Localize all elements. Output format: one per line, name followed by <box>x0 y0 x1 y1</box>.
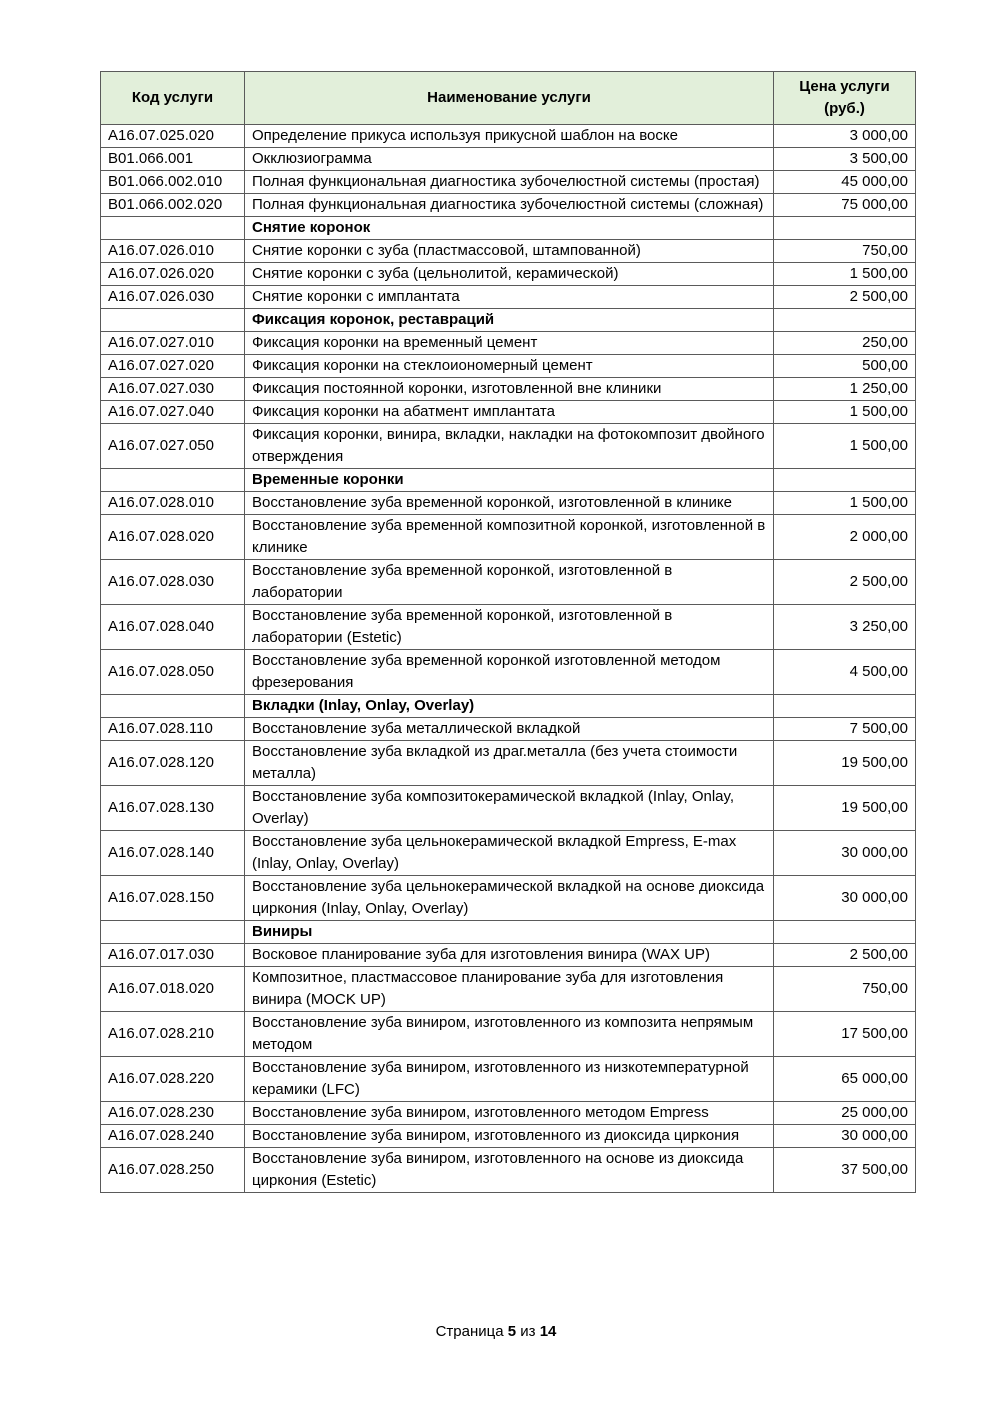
section-row <box>101 921 916 944</box>
service-name: Восстановление зуба временной коронкой, изготовленной в клинике <box>245 492 774 515</box>
table-row <box>101 1125 916 1148</box>
table-row <box>101 876 916 921</box>
service-price <box>774 469 916 492</box>
service-code: A16.07.028.020 <box>101 515 245 560</box>
service-price: 3 500,00 <box>774 148 916 171</box>
service-price: 75 000,00 <box>774 194 916 217</box>
service-price <box>774 921 916 944</box>
table-row <box>101 741 916 786</box>
service-price: 65 000,00 <box>774 1057 916 1102</box>
service-name: Восстановление зуба временной коронкой изготовленной методом фрезерования <box>245 650 774 695</box>
service-price: 3 250,00 <box>774 605 916 650</box>
service-name: Восстановление зуба вкладкой из драг.металла (без учета стоимости металла) <box>245 741 774 786</box>
table-row <box>101 1012 916 1057</box>
header-name: Наименование услуги <box>245 72 774 125</box>
service-price: 750,00 <box>774 240 916 263</box>
service-code: A16.07.026.010 <box>101 240 245 263</box>
service-code: A16.07.028.110 <box>101 718 245 741</box>
service-price: 4 500,00 <box>774 650 916 695</box>
table-row <box>101 424 916 469</box>
service-code: A16.07.017.030 <box>101 944 245 967</box>
header-price: Цена услуги (руб.) <box>774 72 916 125</box>
service-name: Восстановление зуба виниром, изготовленного из композита непрямым методом <box>245 1012 774 1057</box>
service-price: 3 000,00 <box>774 125 916 148</box>
service-price: 30 000,00 <box>774 1125 916 1148</box>
service-name: Временные коронки <box>245 469 774 492</box>
service-price: 1 500,00 <box>774 424 916 469</box>
service-code: A16.07.027.050 <box>101 424 245 469</box>
table-row <box>101 332 916 355</box>
service-code <box>101 695 245 718</box>
table-row <box>101 286 916 309</box>
service-code: B01.066.001 <box>101 148 245 171</box>
header-code: Код услуги <box>101 72 245 125</box>
service-price: 2 500,00 <box>774 944 916 967</box>
service-name: Фиксация коронок, реставраций <box>245 309 774 332</box>
service-price: 45 000,00 <box>774 171 916 194</box>
service-name: Фиксация коронки на временный цемент <box>245 332 774 355</box>
service-price: 750,00 <box>774 967 916 1012</box>
footer-middle: из <box>520 1323 536 1340</box>
service-code: A16.07.028.030 <box>101 560 245 605</box>
service-price: 500,00 <box>774 355 916 378</box>
service-code: A16.07.028.230 <box>101 1102 245 1125</box>
service-code: A16.07.028.240 <box>101 1125 245 1148</box>
service-price: 1 500,00 <box>774 492 916 515</box>
service-code <box>101 217 245 240</box>
section-row <box>101 217 916 240</box>
table-row <box>101 125 916 148</box>
service-price: 30 000,00 <box>774 831 916 876</box>
table-row <box>101 650 916 695</box>
service-name: Снятие коронки с имплантата <box>245 286 774 309</box>
service-name: Фиксация коронки на стеклоиономерный цемент <box>245 355 774 378</box>
service-price: 1 500,00 <box>774 401 916 424</box>
service-code: A16.07.028.220 <box>101 1057 245 1102</box>
table-row <box>101 560 916 605</box>
service-name: Виниры <box>245 921 774 944</box>
service-name: Вкладки (Inlay, Onlay, Overlay) <box>245 695 774 718</box>
service-price <box>774 309 916 332</box>
service-name: Восковое планирование зуба для изготовления винира (WAX UP) <box>245 944 774 967</box>
service-code: A16.07.028.150 <box>101 876 245 921</box>
service-code <box>101 921 245 944</box>
service-code: B01.066.002.020 <box>101 194 245 217</box>
service-name: Восстановление зуба цельнокерамической вкладкой Empress, E-max (Inlay, Onlay, Overlay) <box>245 831 774 876</box>
service-code: A16.07.028.130 <box>101 786 245 831</box>
table-row <box>101 944 916 967</box>
service-name: Окклюзиограмма <box>245 148 774 171</box>
table-row <box>101 967 916 1012</box>
service-price: 17 500,00 <box>774 1012 916 1057</box>
service-price <box>774 695 916 718</box>
price-table <box>100 71 916 1193</box>
service-price: 1 250,00 <box>774 378 916 401</box>
table-row <box>101 718 916 741</box>
table-row <box>101 831 916 876</box>
service-code: A16.07.027.030 <box>101 378 245 401</box>
service-name: Восстановление зуба временной композитной коронкой, изготовленной в клинике <box>245 515 774 560</box>
table-row <box>101 378 916 401</box>
table-row <box>101 355 916 378</box>
service-name: Фиксация коронки, винира, вкладки, накладки на фотокомпозит двойного отверждения <box>245 424 774 469</box>
table-body <box>101 125 916 1193</box>
service-code: A16.07.028.010 <box>101 492 245 515</box>
table-row <box>101 240 916 263</box>
table-row <box>101 605 916 650</box>
table-row <box>101 1148 916 1193</box>
service-name: Полная функциональная диагностика зубочелюстной системы (сложная) <box>245 194 774 217</box>
section-row <box>101 695 916 718</box>
service-price: 19 500,00 <box>774 741 916 786</box>
table-row <box>101 492 916 515</box>
service-name: Снятие коронок <box>245 217 774 240</box>
service-name: Фиксация коронки на абатмент имплантата <box>245 401 774 424</box>
service-price <box>774 217 916 240</box>
service-price: 2 000,00 <box>774 515 916 560</box>
table-row <box>101 194 916 217</box>
service-code <box>101 309 245 332</box>
service-code: A16.07.027.040 <box>101 401 245 424</box>
table-row <box>101 786 916 831</box>
service-code: A16.07.026.030 <box>101 286 245 309</box>
service-name: Восстановление зуба виниром, изготовленного из диоксида циркония <box>245 1125 774 1148</box>
service-name: Восстановление зуба цельнокерамической вкладкой на основе диоксида циркония (Inlay, Onlay, Overlay) <box>245 876 774 921</box>
service-code: A16.07.028.210 <box>101 1012 245 1057</box>
service-name: Фиксация постоянной коронки, изготовленной вне клиники <box>245 378 774 401</box>
service-code: A16.07.018.020 <box>101 967 245 1012</box>
service-code: A16.07.027.010 <box>101 332 245 355</box>
service-name: Восстановление зуба виниром, изготовленного из низкотемпературной керамики (LFC) <box>245 1057 774 1102</box>
service-name: Восстановление зуба металлической вкладкой <box>245 718 774 741</box>
service-code: A16.07.027.020 <box>101 355 245 378</box>
service-name: Восстановление зуба виниром, изготовленного методом Empress <box>245 1102 774 1125</box>
section-row <box>101 469 916 492</box>
service-price: 37 500,00 <box>774 1148 916 1193</box>
service-code: A16.07.026.020 <box>101 263 245 286</box>
table-row <box>101 263 916 286</box>
service-name: Полная функциональная диагностика зубочелюстной системы (простая) <box>245 171 774 194</box>
service-price: 7 500,00 <box>774 718 916 741</box>
service-name: Восстановление зуба виниром, изготовленного на основе из диоксида циркония (Estetic) <box>245 1148 774 1193</box>
page-footer <box>0 1323 992 1340</box>
service-price: 25 000,00 <box>774 1102 916 1125</box>
service-code: A16.07.028.050 <box>101 650 245 695</box>
service-price: 1 500,00 <box>774 263 916 286</box>
service-name: Композитное, пластмассовое планирование зуба для изготовления винира (MOCK UP) <box>245 967 774 1012</box>
service-name: Восстановление зуба временной коронкой, изготовленной в лаборатории <box>245 560 774 605</box>
service-price: 30 000,00 <box>774 876 916 921</box>
service-code <box>101 469 245 492</box>
service-price: 2 500,00 <box>774 560 916 605</box>
service-price: 2 500,00 <box>774 286 916 309</box>
service-name: Снятие коронки с зуба (цельнолитой, керамической) <box>245 263 774 286</box>
footer-prefix: Страница <box>435 1323 504 1340</box>
table-row <box>101 515 916 560</box>
table-row <box>101 1057 916 1102</box>
service-price: 250,00 <box>774 332 916 355</box>
service-name: Восстановление зуба композитокерамической вкладкой (Inlay, Onlay, Overlay) <box>245 786 774 831</box>
section-row <box>101 309 916 332</box>
service-name: Восстановление зуба временной коронкой, изготовленной в лаборатории (Estetic) <box>245 605 774 650</box>
service-code: A16.07.028.140 <box>101 831 245 876</box>
service-code: A16.07.028.120 <box>101 741 245 786</box>
table-row <box>101 171 916 194</box>
service-code: A16.07.028.040 <box>101 605 245 650</box>
table-header-row <box>101 72 916 125</box>
footer-total-pages: 14 <box>539 1323 557 1340</box>
table-row <box>101 148 916 171</box>
service-price: 19 500,00 <box>774 786 916 831</box>
service-code: A16.07.028.250 <box>101 1148 245 1193</box>
service-code: A16.07.025.020 <box>101 125 245 148</box>
service-name: Снятие коронки с зуба (пластмассовой, штампованной) <box>245 240 774 263</box>
table-row <box>101 401 916 424</box>
service-code: B01.066.002.010 <box>101 171 245 194</box>
footer-page-number: 5 <box>507 1323 517 1340</box>
table-row <box>101 1102 916 1125</box>
service-name: Определение прикуса используя прикусной шаблон на воске <box>245 125 774 148</box>
